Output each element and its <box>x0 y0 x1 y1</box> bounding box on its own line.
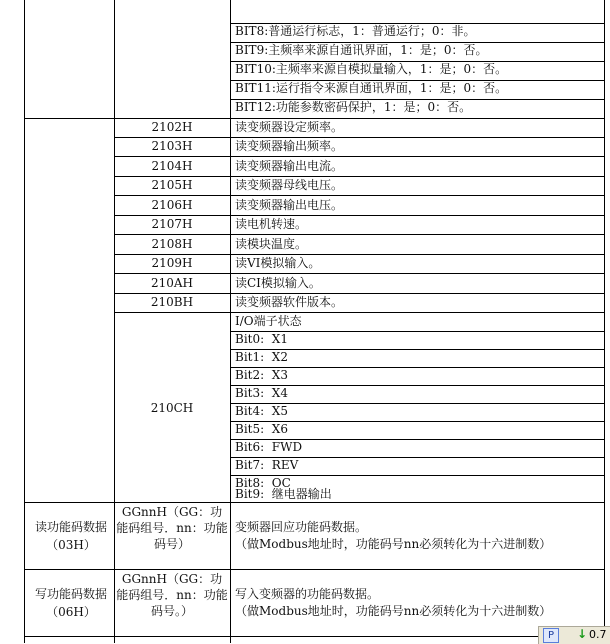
register-address: 2104H <box>151 159 193 173</box>
write-function-note: （做Modbus地址时，功能码号nn必须转化为十六进制数） <box>235 604 552 618</box>
register-description: 读电机转速。 <box>235 217 308 231</box>
io-line: Bit9: 继电器输出 <box>235 487 332 501</box>
register-description: 读变频器输出频率。 <box>235 139 344 153</box>
register-address: 210BH <box>150 295 194 309</box>
table-column-divider-2 <box>230 0 231 643</box>
read-function-address: GGnnH（GG：功能码组号．nn：功能码号） <box>116 505 228 551</box>
io-line: Bit2: X3 <box>235 368 288 382</box>
register-description: 读模块温度。 <box>235 237 308 251</box>
down-arrow-icon[interactable]: ↓ <box>577 627 588 641</box>
io-line: Bit6: FWD <box>235 440 303 454</box>
bit10-description: BIT10:主频率来源自模拟量输入，1：是；0：否。 <box>235 62 508 76</box>
table-border-left <box>24 0 25 643</box>
io-line: Bit0: X1 <box>235 332 288 346</box>
register-description: 读变频器输出电流。 <box>235 159 344 173</box>
io-line: I/O端子状态 <box>235 314 302 328</box>
read-function-note: （做Modbus地址时，功能码号nn必须转化为十六进制数） <box>235 537 552 551</box>
bit9-description: BIT9:主频率来源自通讯界面，1：是；0：否。 <box>235 43 488 57</box>
p-icon[interactable]: P <box>543 628 559 643</box>
register-description: 读CI模拟输入。 <box>235 276 321 290</box>
io-line: Bit7: REV <box>235 458 299 472</box>
status-widget[interactable] <box>538 626 610 644</box>
io-line: Bit4: X5 <box>235 404 288 418</box>
register-address: 2102H <box>151 120 193 134</box>
io-line: Bit1: X2 <box>235 350 288 364</box>
register-address: 2103H <box>151 139 193 153</box>
write-function-desc: 写入变频器的功能码数据。 <box>235 587 380 601</box>
io-line: Bit5: X6 <box>235 422 288 436</box>
io-register-address: 210CH <box>150 401 194 415</box>
row-divider <box>24 502 605 503</box>
register-address: 2107H <box>151 217 193 231</box>
write-function-address: GGnnH（GG：功能码组号．nn：功能码号。） <box>116 572 228 618</box>
read-function-desc: 变频器回应功能码数据。 <box>235 520 368 534</box>
write-function-label: 写功能码数据（06H） <box>34 587 107 619</box>
register-description: 读变频器母线电压。 <box>235 178 344 192</box>
bit12-description: BIT12:功能参数密码保护，1：是；0：否。 <box>235 100 472 114</box>
io-line: Bit3: X4 <box>235 386 288 400</box>
bit11-description: BIT11:运行指令来源自通讯界面，1：是；0：否。 <box>235 81 508 95</box>
register-address: 2109H <box>151 256 193 270</box>
register-address: 2106H <box>151 198 193 212</box>
register-description: 读变频器输出电压。 <box>235 198 344 212</box>
register-address: 210AH <box>150 276 194 290</box>
register-address: 2108H <box>151 237 193 251</box>
register-address: 2105H <box>151 178 193 192</box>
row-divider <box>24 636 539 637</box>
status-value: 0.7 <box>589 628 607 641</box>
register-description: 读VI模拟输入。 <box>235 256 321 270</box>
table-column-divider-1 <box>114 0 115 643</box>
register-description: 读变频器设定频率。 <box>235 120 344 134</box>
read-function-label: 读功能码数据（03H） <box>34 520 107 552</box>
row-divider <box>24 569 605 570</box>
bit8-description: BIT8:普通运行标志，1：普通运行；0：非。 <box>235 24 476 38</box>
register-description: 读变频器软件版本。 <box>235 295 344 309</box>
io-line: Bit8: OC <box>235 476 291 490</box>
